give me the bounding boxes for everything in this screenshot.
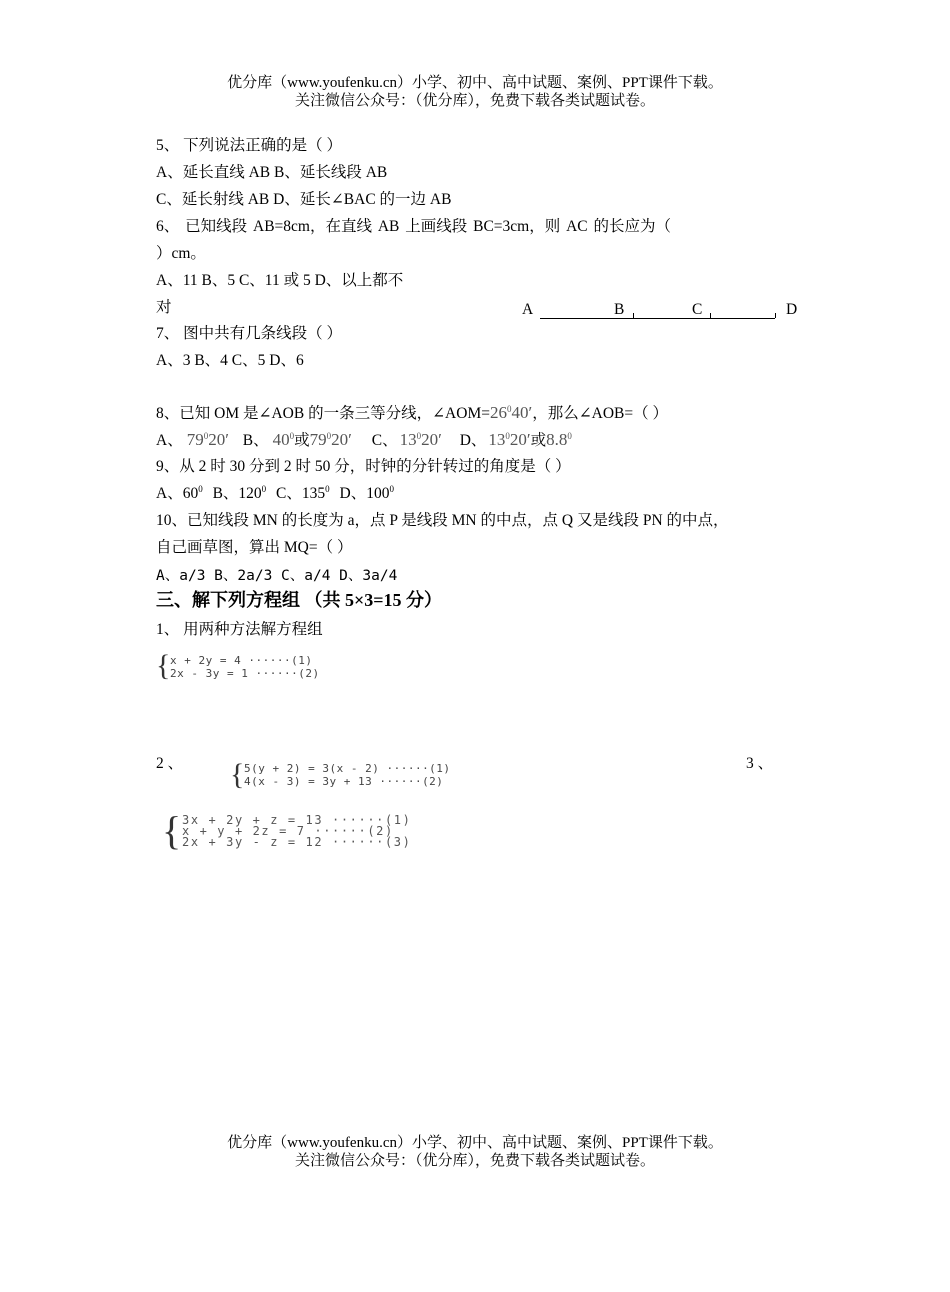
question-7-stem: 7、 图中共有几条线段（ ） [156, 325, 343, 342]
tick-b [633, 313, 634, 318]
point-label-a: A [522, 301, 534, 318]
section-3-sub-1: 1、 用两种方法解方程组 [156, 621, 323, 638]
question-6-stem: 6、 已知线段 AB=8cm，在直线 AB 上画线段 BC=3cm，则 AC 的长应为（ [156, 218, 672, 235]
brace-icon: { [156, 649, 171, 682]
equation-2-row-2: 4(x - 3) = 3y + 13 ······(2) [244, 775, 444, 788]
question-8-options: A、 $79^020'$ B、 $40^0$或$79^020'$ C、 $13^020'$ D、 $13^020'$或$8.8^0$ [156, 430, 572, 449]
question-7-options: A、3 B、4 C、5 D、6 [156, 352, 304, 369]
section-3-title: 三、解下列方程组 （共 5×3=15 分） [156, 590, 443, 610]
header-line-1: 优分库（www.youfenku.cn）小学、初中、高中试题、案例、PPT课件下载。 [227, 75, 723, 91]
tick-c [710, 313, 711, 318]
question-5-options-ab: A、延长直线 AB B、延长线段 AB [156, 164, 388, 181]
question-8-stem: 8、已知 OM 是∠AOB 的一条三等分线，$\angle AOM=26^040'$，那么∠AOB=（ ） [156, 403, 669, 422]
question-9-stem: 9、从 2 时 30 分到 2 时 50 分，时钟的分针转过的角度是（ ） [156, 458, 571, 475]
point-label-c: C [692, 301, 703, 318]
tick-d [775, 313, 776, 318]
equation-3-row-2: x + y + 2z = 7 ······(2) [182, 824, 394, 838]
brace-icon: { [230, 758, 245, 791]
header-line-2: 关注微信公众号：（优分库），免费下载各类试题试卷。 [294, 93, 655, 109]
question-6-options-cont: 对 [156, 299, 172, 316]
footer-line-2: 关注微信公众号：（优分库），免费下载各类试题试卷。 [294, 1153, 655, 1169]
question-9-options: A、$60^0$ B、$120^0$ C、$135^0$ D、$100^0$ [156, 484, 394, 502]
question-6-options: A、11 B、5 C、11 或 5 D、以上都不 [156, 272, 404, 289]
question-10-options: A、a/3 B、2a/3 C、a/4 D、3a/4 [156, 568, 398, 584]
equation-3-row-3: 2x + 3y - z = 12 ······(3) [182, 835, 412, 849]
question-10-stem-cont: 自己画草图，算出 MQ=（ ） [156, 539, 353, 556]
equation-2-number: 2 、 [156, 755, 184, 772]
brace-icon: { [162, 808, 182, 853]
point-label-b: B [614, 301, 625, 318]
segment-line [540, 318, 775, 319]
equation-3-row-1: 3x + 2y + z = 13 ······(1) [182, 813, 412, 827]
question-5-options-cd: C、延长射线 AB D、延长∠BAC 的一边 AB [156, 191, 452, 208]
point-label-d: D [786, 301, 798, 318]
equation-2-row-1: 5(y + 2) = 3(x - 2) ······(1) [244, 762, 451, 775]
question-10-stem: 10、已知线段 MN 的长度为 a，点 P 是线段 MN 的中点，点 Q 又是线段 PN 的中点， [156, 512, 729, 529]
equation-3-number: 3 、 [746, 755, 774, 772]
equation-1-row-1: x + 2y = 4 ······(1) [170, 654, 313, 667]
question-6-stem-cont: ）cm。 [156, 245, 206, 262]
angle-aom: $26^040'$ [489, 403, 533, 422]
footer-line-1: 优分库（www.youfenku.cn）小学、初中、高中试题、案例、PPT课件下载。 [227, 1135, 723, 1151]
equation-1-row-2: 2x - 3y = 1 ······(2) [170, 667, 320, 680]
question-5-stem: 5、 下列说法正确的是（ ） [156, 137, 343, 154]
